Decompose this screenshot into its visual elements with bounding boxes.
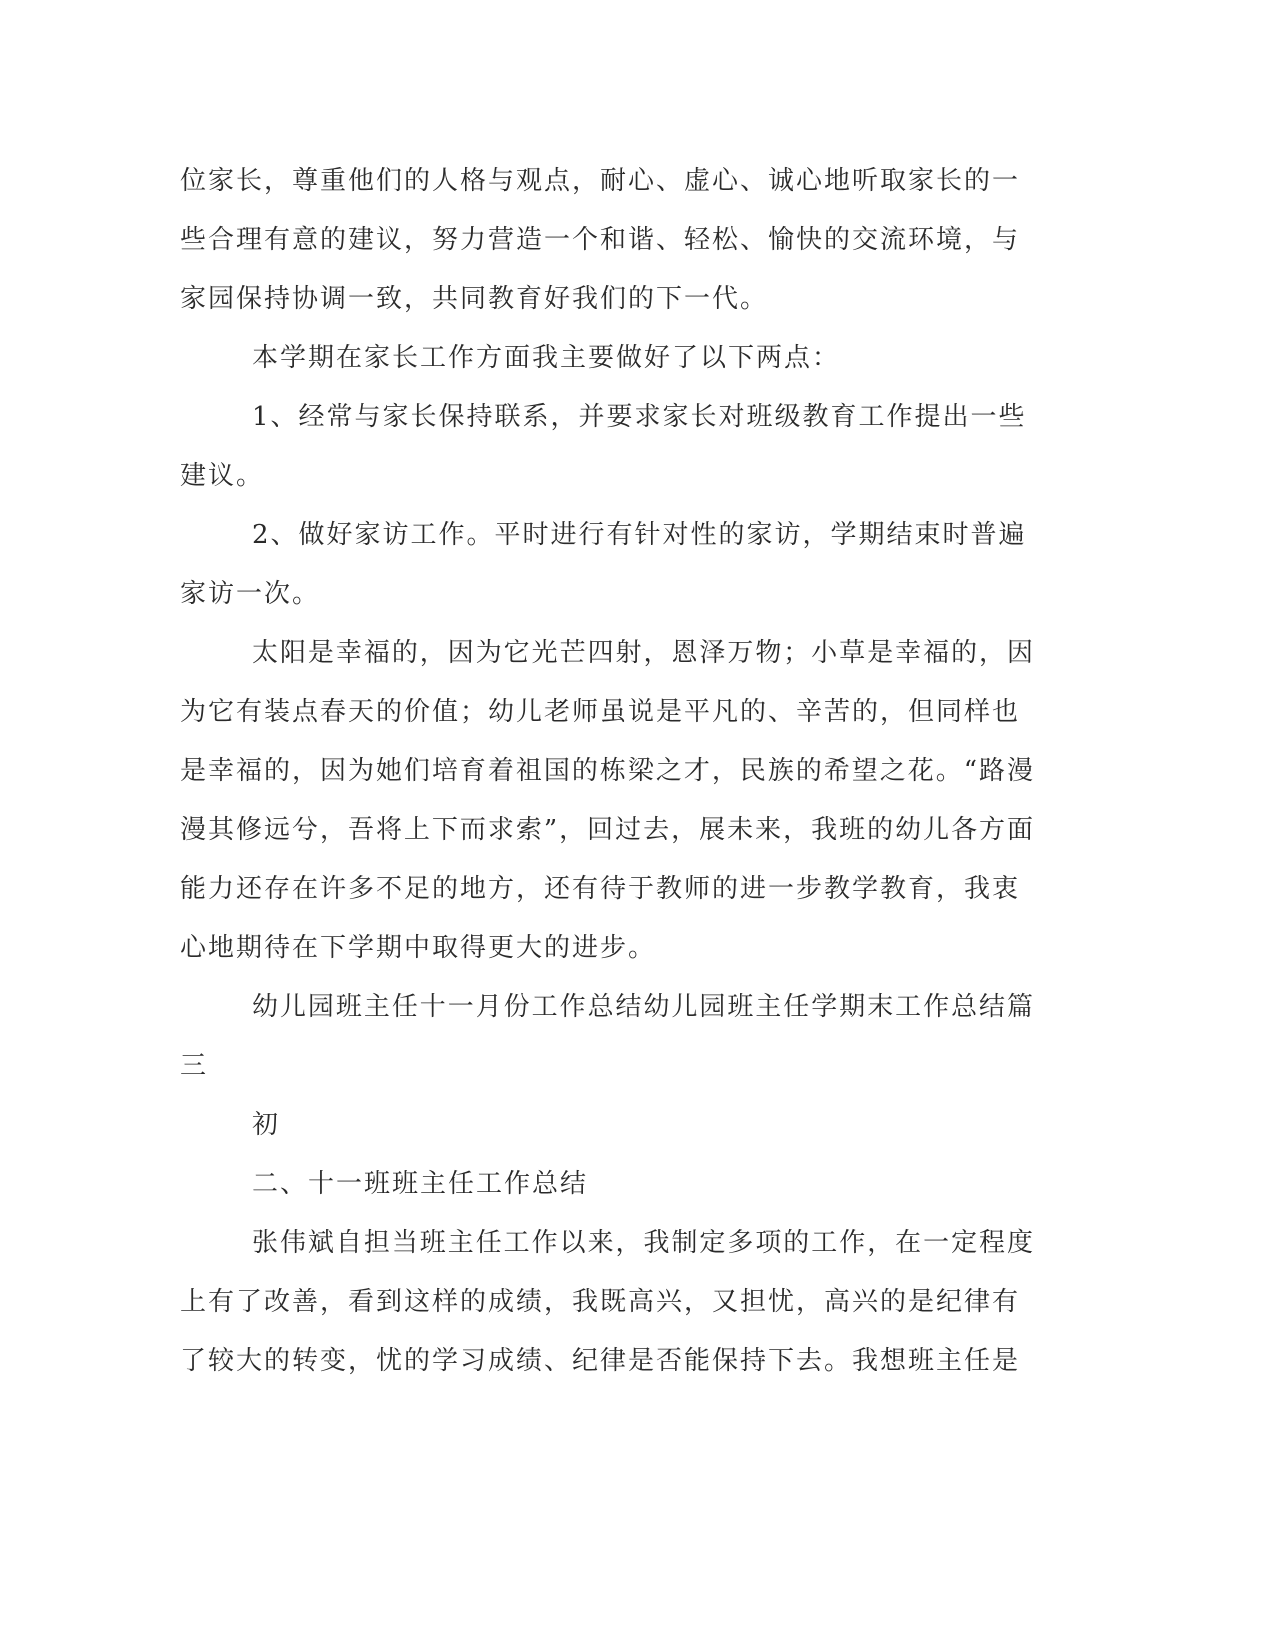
line-text: 幼儿园班主任十一月份工作总结幼儿园班主任学期末工作总结篇	[252, 992, 1035, 1022]
line-text: 了较大的转变，忧的学习成绩、纪律是否能保持下去。我想班主任是	[180, 1346, 1021, 1376]
text-line-6	[0, 458, 1275, 518]
line-text: 太阳是幸福的，因为它光芒四射，恩泽万物；小草是幸福的，因	[252, 638, 1035, 668]
line-text: 初	[252, 1110, 281, 1140]
line-text: 是幸福的，因为她们培育着祖国的栋梁之才，民族的希望之花。“路漫	[180, 756, 1036, 786]
text-line-9	[0, 635, 1275, 695]
text-line-12	[0, 812, 1275, 872]
text-line-2	[0, 222, 1275, 282]
line-text: 上有了改善，看到这样的成绩，我既高兴，又担忧，高兴的是纪律有	[180, 1287, 1021, 1317]
text-line-17	[0, 1107, 1275, 1167]
text-line-15	[0, 989, 1275, 1049]
text-line-3	[0, 281, 1275, 341]
line-text: 家访一次。	[180, 579, 321, 609]
line-text: 本学期在家长工作方面我主要做好了以下两点：	[252, 343, 841, 373]
line-text: 2、做好家访工作。平时进行有针对性的家访，学期结束时普遍	[252, 520, 1027, 550]
line-text: 为它有装点春天的价值；幼儿老师虽说是平凡的、辛苦的，但同样也	[180, 697, 1021, 727]
text-line-7	[0, 517, 1275, 577]
text-line-14	[0, 930, 1275, 990]
text-line-10	[0, 694, 1275, 754]
line-text: 建议。	[180, 461, 265, 491]
line-text: 些合理有意的建议，努力营造一个和谐、轻松、愉快的交流环境，与	[180, 225, 1021, 255]
line-text: 能力还存在许多不足的地方，还有待于教师的进一步教学教育，我衷	[180, 874, 1021, 904]
text-line-1	[0, 163, 1275, 223]
text-line-16	[0, 1048, 1275, 1108]
text-line-13	[0, 871, 1275, 931]
text-line-21	[0, 1343, 1275, 1403]
line-text: 张伟斌自担当班主任工作以来，我制定多项的工作，在一定程度	[252, 1228, 1035, 1258]
line-text: 心地期待在下学期中取得更大的进步。	[180, 933, 657, 963]
text-line-8	[0, 576, 1275, 636]
text-line-11	[0, 753, 1275, 813]
text-line-19	[0, 1225, 1275, 1285]
line-text: 二、十一班班主任工作总结	[252, 1169, 589, 1199]
line-text: 家园保持协调一致，共同教育好我们的下一代。	[180, 284, 769, 314]
text-line-20	[0, 1284, 1275, 1344]
line-text: 漫其修远兮，吾将上下而求索”，回过去，展未来，我班的幼儿各方面	[180, 815, 1036, 845]
text-line-5	[0, 399, 1275, 459]
line-text: 1、经常与家长保持联系，并要求家长对班级教育工作提出一些	[252, 402, 1027, 432]
line-text: 位家长，尊重他们的人格与观点，耐心、虚心、诚心地听取家长的一	[180, 166, 1021, 196]
line-text: 三	[180, 1051, 209, 1081]
text-line-18	[0, 1166, 1275, 1226]
text-line-4	[0, 340, 1275, 400]
